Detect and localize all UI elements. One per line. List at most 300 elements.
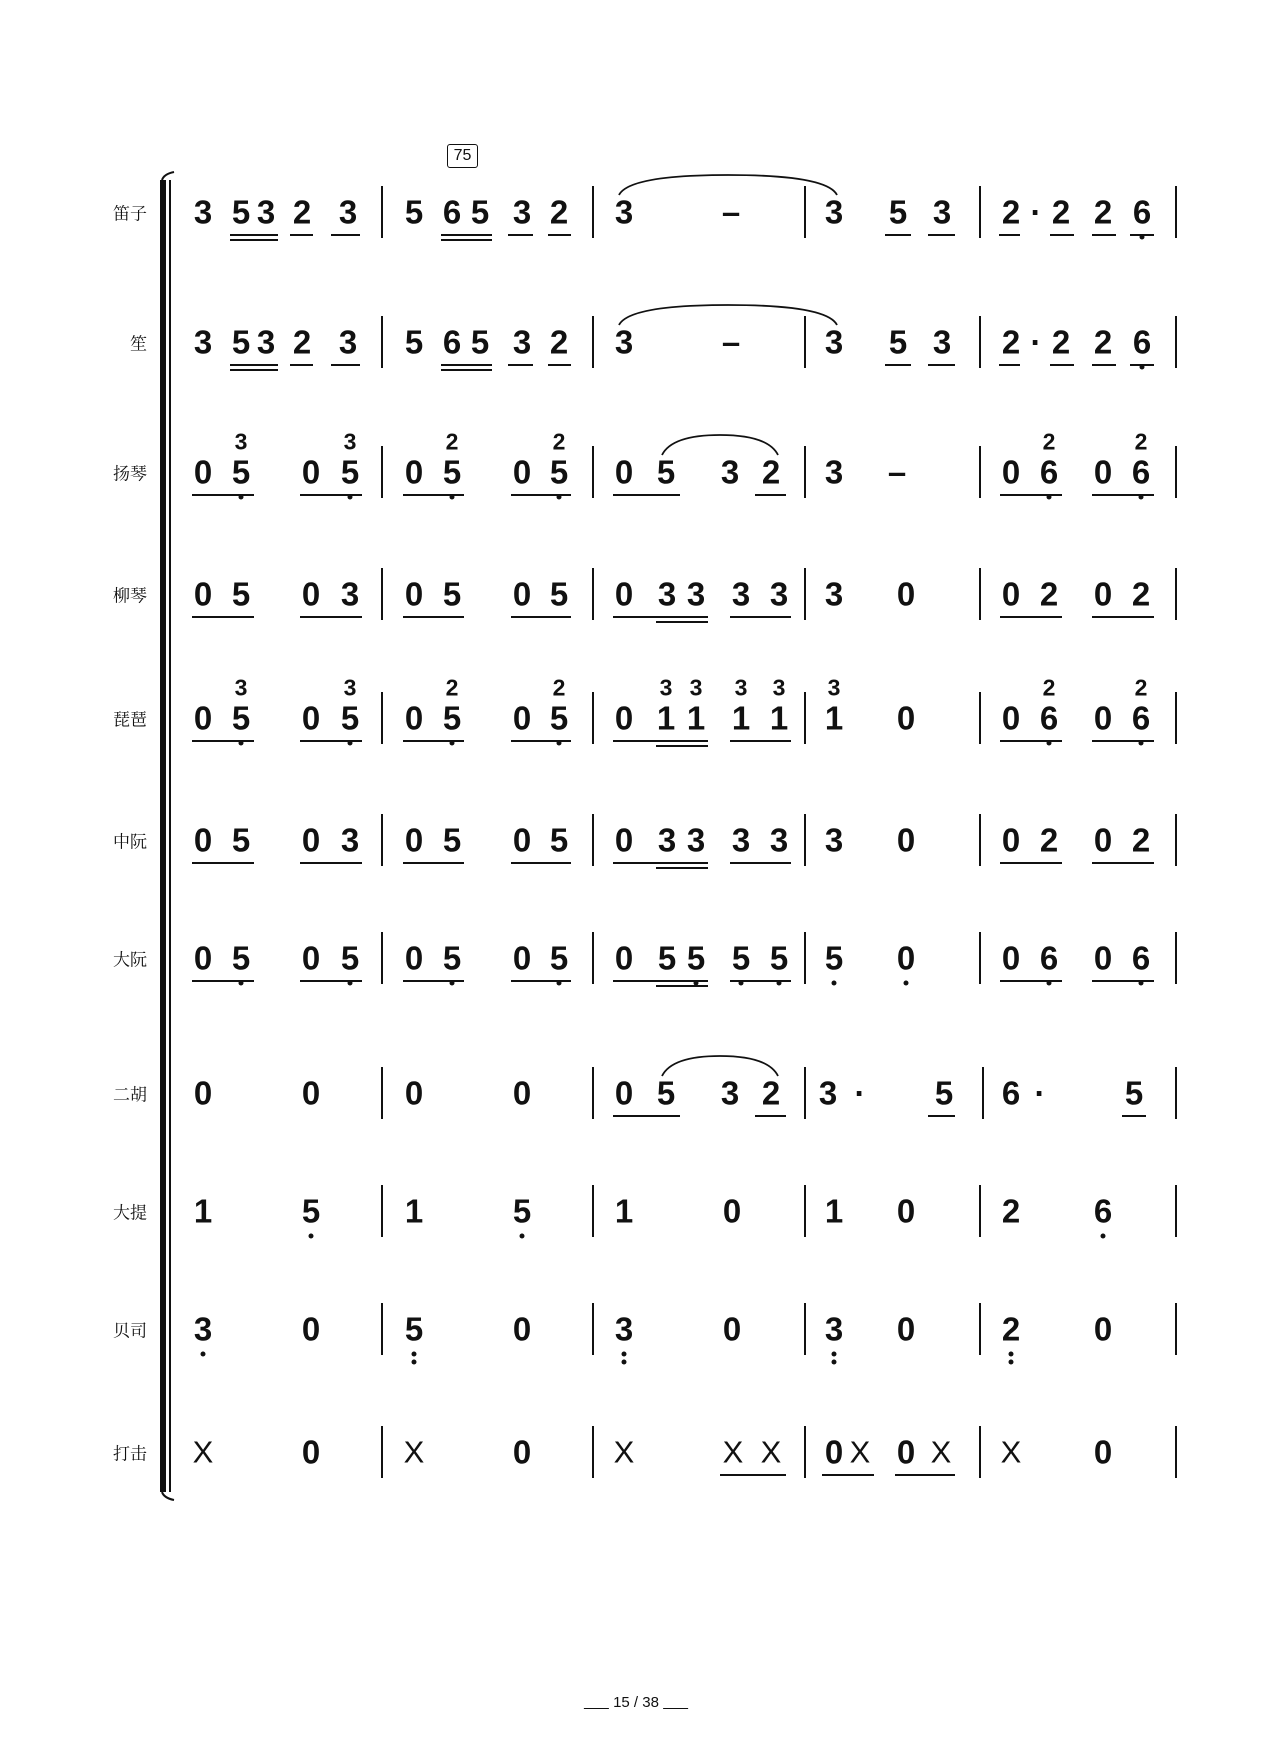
- beam-line: [511, 740, 571, 742]
- note: 3: [827, 674, 841, 701]
- note: 0: [512, 939, 532, 977]
- note: 3: [818, 1074, 838, 1112]
- note: 5: [340, 699, 360, 737]
- system-bracket: [160, 180, 166, 1492]
- beam-line: [441, 234, 492, 236]
- barline: [979, 186, 981, 238]
- note: 6: [1001, 1074, 1021, 1112]
- note: 0: [301, 453, 321, 491]
- note: 3: [614, 323, 634, 361]
- note: 3: [824, 575, 844, 613]
- barline: [1175, 1426, 1177, 1478]
- note: 0: [1093, 699, 1113, 737]
- note: 3: [657, 821, 677, 859]
- note: 2: [549, 323, 569, 361]
- beam-line: [730, 980, 791, 982]
- note: 1: [824, 699, 844, 737]
- note: 0: [896, 1192, 916, 1230]
- barline: [381, 1067, 383, 1119]
- beam-line: [613, 862, 708, 864]
- beam-line: [192, 862, 254, 864]
- note: 2: [1042, 674, 1056, 701]
- note: 3: [614, 193, 634, 231]
- note: 2: [1001, 1310, 1021, 1348]
- octave-dot: [1009, 1352, 1014, 1357]
- note: 3: [256, 323, 276, 361]
- note: 5: [470, 193, 490, 231]
- beam-line: [1050, 364, 1074, 366]
- beam-line: [1122, 1115, 1146, 1117]
- note: 3: [234, 428, 248, 455]
- note: 0: [301, 821, 321, 859]
- beam-line: [613, 1115, 680, 1117]
- note: 0: [1093, 453, 1113, 491]
- note: ·: [854, 1074, 866, 1112]
- note: 0: [896, 939, 916, 977]
- beam-line: [1000, 980, 1062, 982]
- beam-line: [403, 980, 464, 982]
- note: 0: [1001, 699, 1021, 737]
- beam-line: [928, 1115, 955, 1117]
- note: 2: [552, 674, 566, 701]
- note: 2: [761, 1074, 781, 1112]
- beam-line: [192, 494, 254, 496]
- instrument-label-zhongruan: 中阮: [113, 832, 147, 853]
- note: 3: [689, 674, 703, 701]
- beam-line: [403, 494, 464, 496]
- beam-line: [290, 364, 313, 366]
- barline: [592, 1426, 594, 1478]
- note: 5: [686, 939, 706, 977]
- beam-line: [508, 234, 533, 236]
- octave-dot: [412, 1352, 417, 1357]
- barline: [1175, 932, 1177, 984]
- beam-line: [656, 867, 708, 869]
- note: 2: [1051, 323, 1071, 361]
- beam-line: [192, 980, 254, 982]
- note: 5: [1124, 1074, 1144, 1112]
- note: 6: [1131, 939, 1151, 977]
- barline: [1175, 568, 1177, 620]
- note: 3: [343, 428, 357, 455]
- barline: [1175, 814, 1177, 866]
- note: 0: [512, 453, 532, 491]
- note: 3: [340, 821, 360, 859]
- beam-line: [1092, 740, 1154, 742]
- barline: [979, 446, 981, 498]
- note: 2: [292, 193, 312, 231]
- note: 3: [234, 674, 248, 701]
- barline: [804, 1067, 806, 1119]
- beam-line: [290, 234, 313, 236]
- note: 3: [824, 193, 844, 231]
- note: 0: [896, 1433, 916, 1471]
- note: 2: [445, 674, 459, 701]
- note: 5: [549, 939, 569, 977]
- barline: [1175, 1185, 1177, 1237]
- note: 3: [338, 193, 358, 231]
- beam-line: [300, 494, 362, 496]
- note: 5: [231, 323, 251, 361]
- note: 0: [1093, 1433, 1113, 1471]
- barline: [804, 814, 806, 866]
- barline: [1175, 316, 1177, 368]
- note: 2: [292, 323, 312, 361]
- note: 0: [1001, 939, 1021, 977]
- note: 5: [549, 453, 569, 491]
- note: 5: [442, 939, 462, 977]
- note: 5: [442, 699, 462, 737]
- beam-line: [656, 745, 708, 747]
- note: 0: [193, 821, 213, 859]
- note: 1: [824, 1192, 844, 1230]
- note: 0: [512, 699, 532, 737]
- beam-line: [441, 364, 492, 366]
- octave-dot: [622, 1360, 627, 1365]
- beam-line: [822, 1474, 874, 1476]
- note: 5: [442, 575, 462, 613]
- note: ·: [1030, 323, 1042, 361]
- tie-arc: [662, 1056, 778, 1076]
- barline: [592, 316, 594, 368]
- beam-line: [230, 234, 278, 236]
- note: 3: [614, 1310, 634, 1348]
- note: 0: [301, 699, 321, 737]
- note: 5: [549, 699, 569, 737]
- note: 0: [301, 1310, 321, 1348]
- beam-line: [730, 740, 791, 742]
- bracket-top: [162, 172, 174, 180]
- note: 1: [656, 699, 676, 737]
- beam-line: [885, 364, 911, 366]
- note: 3: [769, 821, 789, 859]
- beam-line: [300, 980, 362, 982]
- barline: [592, 932, 594, 984]
- note: 0: [301, 939, 321, 977]
- barline: [804, 568, 806, 620]
- beam-line: [331, 364, 360, 366]
- note: 2: [1131, 821, 1151, 859]
- note: 5: [888, 323, 908, 361]
- note: 0: [512, 575, 532, 613]
- rehearsal-mark: 75: [447, 144, 478, 168]
- note: 0: [614, 453, 634, 491]
- note: X: [403, 1434, 425, 1470]
- beam-line: [656, 621, 708, 623]
- barline: [381, 446, 383, 498]
- barline: [381, 1185, 383, 1237]
- note: 5: [231, 821, 251, 859]
- note: 0: [896, 821, 916, 859]
- note: 5: [404, 1310, 424, 1348]
- beam-line: [613, 740, 708, 742]
- note: 0: [512, 1074, 532, 1112]
- barline: [979, 316, 981, 368]
- note: 5: [442, 453, 462, 491]
- note: 5: [404, 193, 424, 231]
- beam-line: [999, 234, 1020, 236]
- note: 5: [512, 1192, 532, 1230]
- note: –: [887, 453, 907, 491]
- note: X: [1000, 1434, 1022, 1470]
- note: 0: [722, 1310, 742, 1348]
- note: 3: [932, 193, 952, 231]
- note: 0: [193, 699, 213, 737]
- note: 5: [888, 193, 908, 231]
- bracket-bottom: [162, 1492, 174, 1500]
- beam-line: [895, 1474, 955, 1476]
- note: 0: [404, 1074, 424, 1112]
- note: 2: [1042, 428, 1056, 455]
- beam-line: [230, 364, 278, 366]
- instrument-label-liuqin: 柳琴: [113, 586, 147, 607]
- note: 0: [614, 821, 634, 859]
- note: 6: [442, 323, 462, 361]
- beam-line: [230, 239, 278, 241]
- note: 0: [193, 939, 213, 977]
- beam-line: [1130, 364, 1154, 366]
- beam-line: [730, 862, 791, 864]
- beam-line: [300, 740, 362, 742]
- beam-line: [300, 616, 362, 618]
- beam-line: [1130, 234, 1154, 236]
- note: 6: [1131, 699, 1151, 737]
- barline: [1175, 446, 1177, 498]
- beam-line: [1092, 862, 1154, 864]
- octave-dot: [832, 981, 837, 986]
- note: 2: [1001, 1192, 1021, 1230]
- instrument-label-yangqin: 扬琴: [113, 464, 147, 485]
- note: 0: [722, 1192, 742, 1230]
- note: 3: [720, 453, 740, 491]
- barline: [592, 1067, 594, 1119]
- note: 2: [1001, 323, 1021, 361]
- beam-line: [613, 980, 708, 982]
- beam-line: [548, 234, 571, 236]
- note: 0: [404, 821, 424, 859]
- note: 0: [512, 1310, 532, 1348]
- note: 3: [932, 323, 952, 361]
- note: 1: [731, 699, 751, 737]
- note: 2: [1093, 323, 1113, 361]
- note: 0: [512, 1433, 532, 1471]
- note: 3: [193, 323, 213, 361]
- note: 5: [231, 193, 251, 231]
- note: 3: [338, 323, 358, 361]
- beam-line: [441, 369, 492, 371]
- note: 0: [614, 1074, 634, 1112]
- beam-line: [613, 616, 708, 618]
- note: 6: [1039, 699, 1059, 737]
- note: 6: [1039, 939, 1059, 977]
- beam-line: [1092, 234, 1116, 236]
- note: 5: [731, 939, 751, 977]
- note: 6: [1131, 453, 1151, 491]
- system-bracket-line: [169, 180, 171, 1492]
- note: 5: [824, 939, 844, 977]
- barline: [381, 1303, 383, 1355]
- barline: [1175, 186, 1177, 238]
- note: 3: [824, 821, 844, 859]
- note: 3: [720, 1074, 740, 1112]
- beam-line: [511, 980, 571, 982]
- note: 1: [686, 699, 706, 737]
- beam-line: [403, 616, 464, 618]
- barline: [381, 316, 383, 368]
- octave-dot: [904, 981, 909, 986]
- note: X: [722, 1434, 744, 1470]
- beam-line: [755, 494, 786, 496]
- note: X: [192, 1434, 214, 1470]
- beam-line: [230, 369, 278, 371]
- barline: [804, 692, 806, 744]
- note: 5: [404, 323, 424, 361]
- barline: [804, 932, 806, 984]
- note: 3: [343, 674, 357, 701]
- note: 6: [1132, 323, 1152, 361]
- note: 2: [1001, 193, 1021, 231]
- beam-line: [511, 494, 571, 496]
- note: 5: [470, 323, 490, 361]
- note: 5: [231, 453, 251, 491]
- note: 3: [734, 674, 748, 701]
- note: 0: [193, 1074, 213, 1112]
- note: 0: [404, 699, 424, 737]
- barline: [381, 568, 383, 620]
- barline: [804, 1303, 806, 1355]
- note: 5: [656, 1074, 676, 1112]
- barline: [381, 932, 383, 984]
- note: 0: [193, 453, 213, 491]
- barline: [804, 316, 806, 368]
- octave-dot: [832, 1352, 837, 1357]
- note: ·: [1030, 193, 1042, 231]
- beam-line: [613, 494, 680, 496]
- octave-dot: [1101, 1234, 1106, 1239]
- note: 3: [657, 575, 677, 613]
- instrument-label-dati: 大提: [113, 1203, 147, 1224]
- beam-line: [508, 364, 533, 366]
- note: 3: [824, 453, 844, 491]
- note: 6: [1039, 453, 1059, 491]
- note: 0: [404, 453, 424, 491]
- note: 3: [512, 323, 532, 361]
- note: 2: [761, 453, 781, 491]
- barline: [1175, 1303, 1177, 1355]
- note: 1: [769, 699, 789, 737]
- barline: [592, 568, 594, 620]
- note: 2: [1093, 193, 1113, 231]
- note: 0: [896, 575, 916, 613]
- instrument-label-dizi: 笛子: [113, 204, 147, 225]
- beam-line: [656, 985, 708, 987]
- note: 0: [614, 699, 634, 737]
- note: 3: [824, 1310, 844, 1348]
- octave-dot: [520, 1234, 525, 1239]
- note: 0: [1093, 575, 1113, 613]
- beam-line: [1092, 494, 1154, 496]
- beam-line: [928, 364, 955, 366]
- note: 0: [404, 939, 424, 977]
- beam-line: [1092, 616, 1154, 618]
- beam-line: [441, 239, 492, 241]
- beam-line: [730, 616, 791, 618]
- note: 5: [231, 939, 251, 977]
- beam-line: [403, 862, 464, 864]
- note: 3: [731, 575, 751, 613]
- note: 0: [896, 1310, 916, 1348]
- beam-line: [720, 1474, 786, 1476]
- beam-line: [1000, 616, 1062, 618]
- note: 3: [769, 575, 789, 613]
- note: 5: [231, 699, 251, 737]
- barline: [979, 568, 981, 620]
- note: 2: [1051, 193, 1071, 231]
- note: 1: [404, 1192, 424, 1230]
- beam-line: [403, 740, 464, 742]
- note: 6: [1132, 193, 1152, 231]
- barline: [592, 446, 594, 498]
- beam-line: [548, 364, 571, 366]
- note: 3: [193, 193, 213, 231]
- note: –: [721, 193, 741, 231]
- note: 3: [340, 575, 360, 613]
- note: 2: [445, 428, 459, 455]
- beam-line: [999, 364, 1020, 366]
- beam-line: [300, 862, 362, 864]
- note: 6: [442, 193, 462, 231]
- barline: [979, 932, 981, 984]
- note: X: [849, 1434, 871, 1470]
- note: 0: [193, 575, 213, 613]
- beam-line: [1050, 234, 1074, 236]
- barline: [982, 1067, 984, 1119]
- octave-dot: [201, 1352, 206, 1357]
- note: 5: [301, 1192, 321, 1230]
- barline: [592, 814, 594, 866]
- instrument-label-erhu: 二胡: [113, 1085, 147, 1106]
- note: –: [721, 323, 741, 361]
- barline: [592, 1303, 594, 1355]
- beam-line: [885, 234, 911, 236]
- barline: [804, 1426, 806, 1478]
- note: 2: [1134, 428, 1148, 455]
- note: 5: [549, 575, 569, 613]
- beam-line: [331, 234, 360, 236]
- note: 3: [512, 193, 532, 231]
- note: X: [613, 1434, 635, 1470]
- note: 1: [193, 1192, 213, 1230]
- octave-dot: [412, 1360, 417, 1365]
- barline: [979, 1303, 981, 1355]
- barline: [1175, 692, 1177, 744]
- octave-dot: [832, 1360, 837, 1365]
- beam-line: [192, 616, 254, 618]
- beam-line: [1000, 862, 1062, 864]
- instrument-label-bass: 贝司: [113, 1321, 147, 1342]
- note: X: [930, 1434, 952, 1470]
- instrument-label-daruan: 大阮: [113, 950, 147, 971]
- note: X: [760, 1434, 782, 1470]
- barline: [979, 692, 981, 744]
- note: 0: [512, 821, 532, 859]
- note: 0: [1093, 1310, 1113, 1348]
- note: 5: [656, 453, 676, 491]
- note: 5: [231, 575, 251, 613]
- beam-line: [511, 616, 571, 618]
- beam-line: [928, 234, 955, 236]
- note: 2: [552, 428, 566, 455]
